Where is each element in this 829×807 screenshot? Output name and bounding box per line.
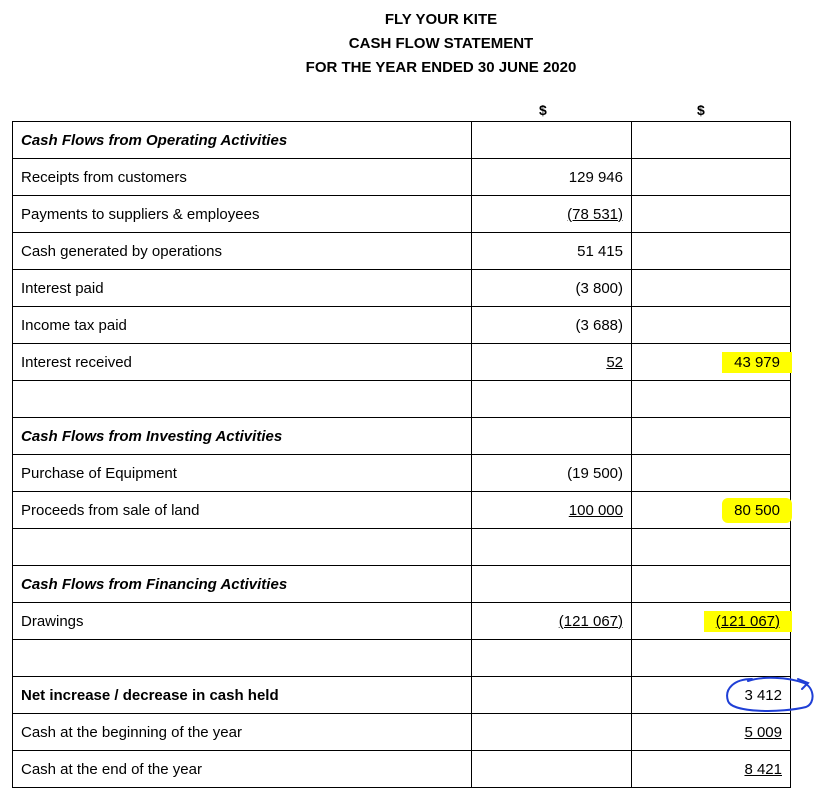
total-cell bbox=[632, 270, 791, 307]
table-row bbox=[13, 233, 791, 270]
row-label: Interest paid bbox=[13, 270, 472, 307]
table-row bbox=[13, 344, 791, 381]
total-cell bbox=[632, 714, 791, 751]
row-label bbox=[13, 640, 472, 677]
table-row bbox=[13, 455, 791, 492]
total-cell bbox=[632, 122, 791, 159]
row-label: Net increase / decrease in cash held bbox=[13, 677, 472, 714]
total-cell bbox=[632, 677, 791, 714]
row-label: Payments to suppliers & employees bbox=[13, 196, 472, 233]
total-cell bbox=[632, 566, 791, 603]
total-cell bbox=[632, 159, 791, 196]
row-label: Drawings bbox=[13, 603, 472, 640]
amount-cell bbox=[472, 751, 632, 788]
total-cell bbox=[632, 381, 791, 418]
row-label: Proceeds from sale of land bbox=[13, 492, 472, 529]
amount-cell bbox=[472, 196, 632, 233]
row-label: Cash at the end of the year bbox=[13, 751, 472, 788]
total-cell bbox=[632, 307, 791, 344]
table-row bbox=[13, 492, 791, 529]
amount-cell: 129 946 bbox=[472, 159, 632, 196]
amount-cell: (19 500) bbox=[472, 455, 632, 492]
table-row bbox=[13, 307, 791, 344]
highlighted-total: 43 979 bbox=[722, 352, 792, 373]
row-label: Receipts from customers bbox=[13, 159, 472, 196]
total-value: 5 009 bbox=[744, 723, 782, 741]
statement-title: CASH FLOW STATEMENT bbox=[348, 35, 534, 52]
total-cell bbox=[632, 196, 791, 233]
total-cell bbox=[632, 603, 791, 640]
amount-value: (78 531) bbox=[567, 205, 623, 223]
total-cell bbox=[632, 492, 791, 529]
amount-cell bbox=[472, 677, 632, 714]
total-cell bbox=[632, 640, 791, 677]
amount-cell bbox=[472, 529, 632, 566]
total-cell bbox=[632, 751, 791, 788]
pen-circle-annotation bbox=[722, 673, 818, 717]
table-row bbox=[13, 714, 791, 751]
circled-total bbox=[744, 687, 782, 704]
amount-cell bbox=[472, 566, 632, 603]
amount-cell bbox=[472, 381, 632, 418]
amount-cell bbox=[472, 603, 632, 640]
section-heading-investing: Cash Flows from Investing Activities bbox=[13, 418, 472, 455]
table-row bbox=[13, 529, 791, 566]
amount-cell bbox=[472, 344, 632, 381]
table-row bbox=[13, 603, 791, 640]
table-row bbox=[13, 640, 791, 677]
total-cell bbox=[632, 418, 791, 455]
amount-cell bbox=[472, 492, 632, 529]
row-label: Income tax paid bbox=[13, 307, 472, 344]
section-heading-financing: Cash Flows from Financing Activities bbox=[13, 566, 472, 603]
amount-cell: (3 688) bbox=[472, 307, 632, 344]
highlighted-total: (121 067) bbox=[704, 611, 792, 632]
total-cell bbox=[632, 344, 791, 381]
table-row bbox=[13, 122, 791, 159]
currency-symbol-total: $ bbox=[697, 102, 705, 118]
highlighted-total: 80 500 bbox=[722, 498, 792, 523]
section-heading-operating: Cash Flows from Operating Activities bbox=[13, 122, 472, 159]
table-row bbox=[13, 196, 791, 233]
total-value: 3 412 bbox=[744, 686, 782, 704]
total-cell bbox=[632, 529, 791, 566]
total-value: 8 421 bbox=[744, 760, 782, 778]
table-row bbox=[13, 270, 791, 307]
amount-cell bbox=[472, 418, 632, 455]
table-row bbox=[13, 159, 791, 196]
amount-value: 52 bbox=[606, 353, 623, 371]
amount-value: 100 000 bbox=[568, 501, 623, 519]
table-row bbox=[13, 751, 791, 788]
total-cell bbox=[632, 455, 791, 492]
row-label bbox=[13, 529, 472, 566]
table-row bbox=[13, 381, 791, 418]
amount-cell bbox=[472, 640, 632, 677]
row-label: Cash generated by operations bbox=[13, 233, 472, 270]
amount-cell: 51 415 bbox=[472, 233, 632, 270]
table-row bbox=[13, 566, 791, 603]
currency-symbol-amount: $ bbox=[539, 102, 547, 118]
cash-flow-table bbox=[12, 121, 791, 788]
row-label: Purchase of Equipment bbox=[13, 455, 472, 492]
amount-cell bbox=[472, 714, 632, 751]
row-label: Interest received bbox=[13, 344, 472, 381]
table-row bbox=[13, 418, 791, 455]
row-label bbox=[13, 381, 472, 418]
total-cell bbox=[632, 233, 791, 270]
table-row bbox=[13, 677, 791, 714]
statement-period: FOR THE YEAR ENDED 30 JUNE 2020 bbox=[305, 59, 577, 76]
company-name: FLY YOUR KITE bbox=[384, 11, 498, 28]
amount-cell: (3 800) bbox=[472, 270, 632, 307]
row-label: Cash at the beginning of the year bbox=[13, 714, 472, 751]
amount-value: (121 067) bbox=[558, 612, 623, 630]
amount-cell bbox=[472, 122, 632, 159]
